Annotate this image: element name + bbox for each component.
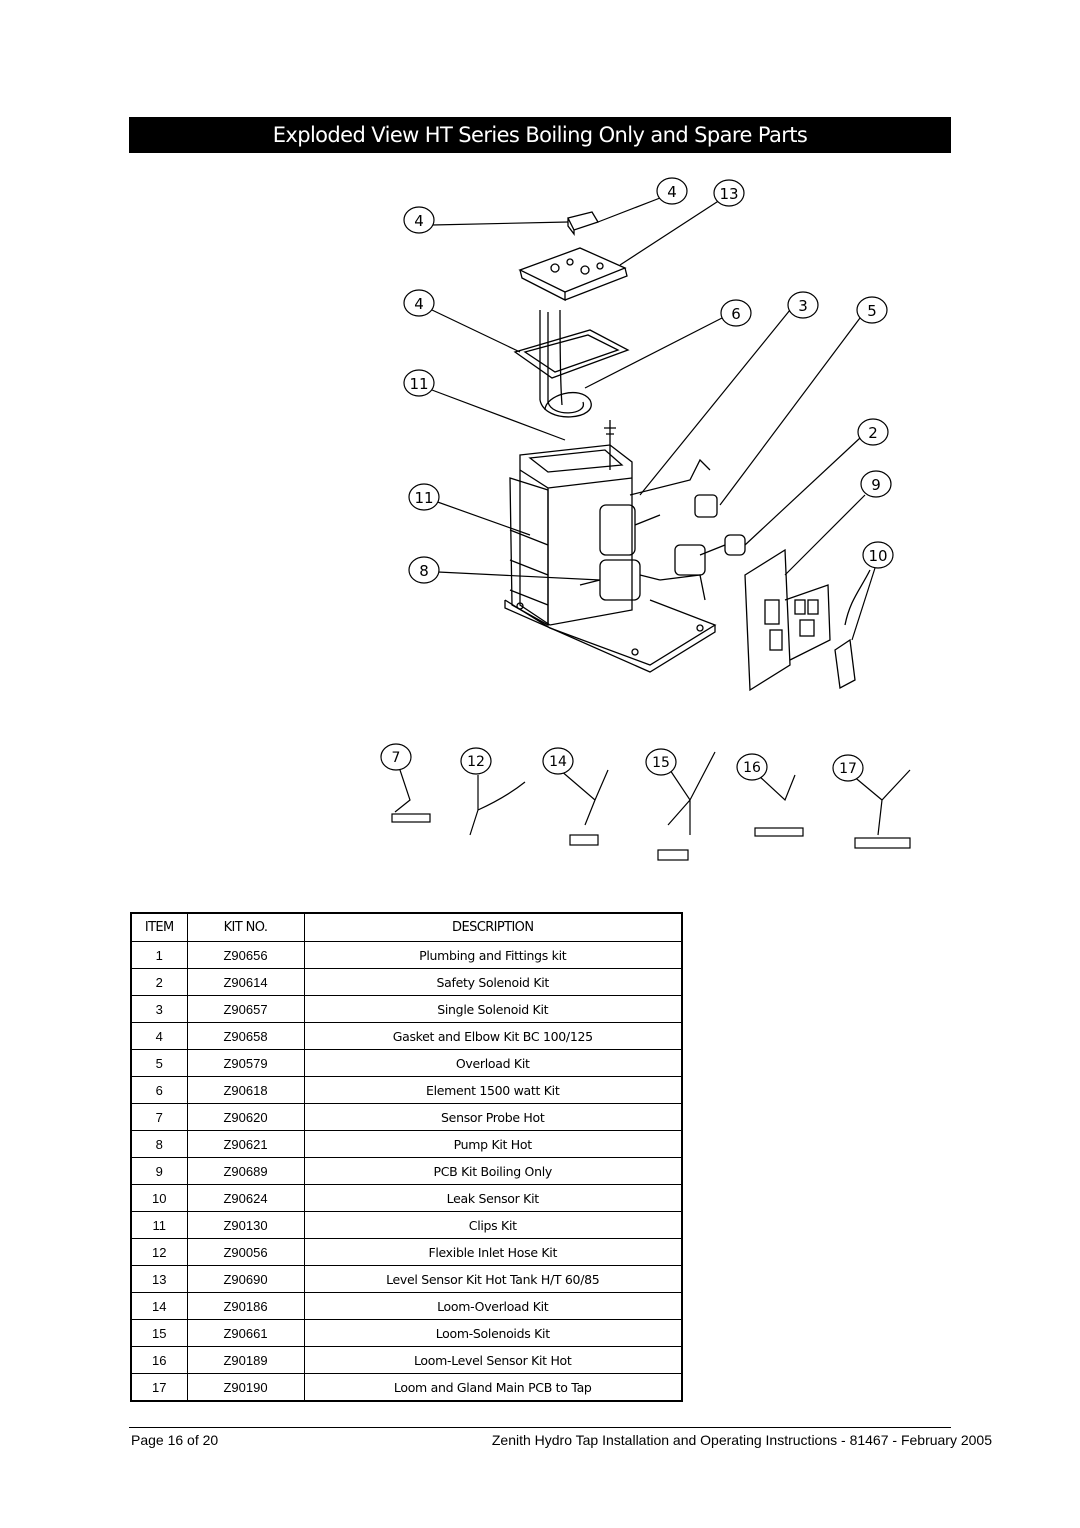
callout-12 bbox=[461, 748, 491, 774]
cell-item: 9 bbox=[131, 1158, 187, 1185]
table-row bbox=[131, 1320, 682, 1347]
cell-item: 16 bbox=[131, 1347, 187, 1374]
cell-item: 13 bbox=[131, 1266, 187, 1293]
table-row bbox=[131, 1131, 682, 1158]
cell-kit-no: Z90620 bbox=[187, 1104, 304, 1131]
cell-kit-no: Z90661 bbox=[187, 1320, 304, 1347]
table-row bbox=[131, 996, 682, 1023]
cell-kit-no: Z90657 bbox=[187, 996, 304, 1023]
cell-desc: Level Sensor Kit Hot Tank H/T 60/85 bbox=[304, 1266, 682, 1293]
svg-text:9: 9 bbox=[871, 476, 881, 494]
cell-desc: Pump Kit Hot bbox=[304, 1131, 682, 1158]
table-row bbox=[131, 1212, 682, 1239]
svg-text:5: 5 bbox=[867, 302, 877, 320]
cell-item: 6 bbox=[131, 1077, 187, 1104]
page-number: Page 16 of 20 bbox=[131, 1432, 219, 1448]
callout-3 bbox=[788, 292, 818, 318]
cell-desc: Plumbing and Fittings kit bbox=[304, 942, 682, 969]
cell-desc: Overload Kit bbox=[304, 1050, 682, 1077]
cell-kit-no: Z90621 bbox=[187, 1131, 304, 1158]
cell-desc: Element 1500 watt Kit bbox=[304, 1077, 682, 1104]
footer-divider bbox=[129, 1427, 951, 1428]
cell-kit-no: Z90689 bbox=[187, 1158, 304, 1185]
callout-16 bbox=[737, 754, 767, 780]
callout-10 bbox=[863, 542, 893, 568]
callout-11a bbox=[404, 370, 434, 396]
cell-item: 7 bbox=[131, 1104, 187, 1131]
svg-text:4: 4 bbox=[414, 212, 424, 230]
page-title: Exploded View HT Series Boiling Only and Spare Parts bbox=[129, 117, 951, 153]
callout-5 bbox=[857, 297, 887, 323]
table-row bbox=[131, 1374, 682, 1402]
table-row bbox=[131, 1077, 682, 1104]
table-row bbox=[131, 1104, 682, 1131]
callout-8 bbox=[409, 557, 439, 583]
table-row bbox=[131, 1023, 682, 1050]
cell-kit-no: Z90614 bbox=[187, 969, 304, 996]
callout-14 bbox=[543, 748, 573, 774]
header-item: ITEM bbox=[131, 913, 187, 942]
cell-kit-no: Z90186 bbox=[187, 1293, 304, 1320]
cell-desc: Leak Sensor Kit bbox=[304, 1185, 682, 1212]
svg-text:4: 4 bbox=[414, 295, 424, 313]
table-row bbox=[131, 1158, 682, 1185]
table-row bbox=[131, 1050, 682, 1077]
header-description: DESCRIPTION bbox=[304, 913, 682, 942]
spare-parts-table bbox=[130, 912, 683, 1402]
cell-desc: Single Solenoid Kit bbox=[304, 996, 682, 1023]
cell-item: 12 bbox=[131, 1239, 187, 1266]
callout-4b bbox=[657, 178, 687, 204]
callout-4c bbox=[404, 290, 434, 316]
cell-kit-no: Z90190 bbox=[187, 1374, 304, 1402]
callout-7 bbox=[381, 744, 411, 770]
svg-text:10: 10 bbox=[868, 547, 888, 565]
cell-kit-no: Z90056 bbox=[187, 1239, 304, 1266]
cell-desc: Loom and Gland Main PCB to Tap bbox=[304, 1374, 682, 1402]
cell-desc: Sensor Probe Hot bbox=[304, 1104, 682, 1131]
table-row bbox=[131, 1293, 682, 1320]
cell-desc: Loom-Overload Kit bbox=[304, 1293, 682, 1320]
callout-6 bbox=[721, 300, 751, 326]
table-row bbox=[131, 942, 682, 969]
cell-item: 17 bbox=[131, 1374, 187, 1402]
document-footer: Zenith Hydro Tap Installation and Operating Instructions - 81467 - February 2005 bbox=[491, 1432, 992, 1448]
callout-17 bbox=[833, 755, 863, 781]
table-row bbox=[131, 1347, 682, 1374]
cell-item: 11 bbox=[131, 1212, 187, 1239]
cell-kit-no: Z90130 bbox=[187, 1212, 304, 1239]
table-row bbox=[131, 1266, 682, 1293]
cell-item: 1 bbox=[131, 942, 187, 969]
svg-text:11: 11 bbox=[409, 375, 429, 393]
svg-text:6: 6 bbox=[731, 305, 741, 323]
callout-9 bbox=[861, 471, 891, 497]
header-kit-no: KIT NO. bbox=[187, 913, 304, 942]
callout-2 bbox=[858, 419, 888, 445]
cell-kit-no: Z90624 bbox=[187, 1185, 304, 1212]
cell-desc: Safety Solenoid Kit bbox=[304, 969, 682, 996]
cell-kit-no: Z90658 bbox=[187, 1023, 304, 1050]
svg-text:16: 16 bbox=[743, 760, 761, 776]
callout-15 bbox=[646, 749, 676, 775]
cell-kit-no: Z90690 bbox=[187, 1266, 304, 1293]
cell-kit-no: Z90579 bbox=[187, 1050, 304, 1077]
cell-desc: Clips Kit bbox=[304, 1212, 682, 1239]
cell-item: 5 bbox=[131, 1050, 187, 1077]
svg-text:3: 3 bbox=[798, 297, 808, 315]
table-header-row bbox=[131, 913, 682, 942]
svg-text:2: 2 bbox=[868, 424, 878, 442]
cell-item: 3 bbox=[131, 996, 187, 1023]
svg-text:17: 17 bbox=[839, 761, 857, 777]
table-row bbox=[131, 1239, 682, 1266]
cell-item: 8 bbox=[131, 1131, 187, 1158]
cell-desc: Loom-Level Sensor Kit Hot bbox=[304, 1347, 682, 1374]
svg-text:12: 12 bbox=[467, 754, 485, 770]
cell-item: 4 bbox=[131, 1023, 187, 1050]
cell-desc: Gasket and Elbow Kit BC 100/125 bbox=[304, 1023, 682, 1050]
cell-item: 10 bbox=[131, 1185, 187, 1212]
svg-text:11: 11 bbox=[414, 489, 434, 507]
svg-text:15: 15 bbox=[652, 755, 670, 771]
svg-text:14: 14 bbox=[549, 754, 567, 770]
cell-item: 15 bbox=[131, 1320, 187, 1347]
cell-item: 2 bbox=[131, 969, 187, 996]
cell-desc: Loom-Solenoids Kit bbox=[304, 1320, 682, 1347]
callout-13 bbox=[714, 180, 744, 206]
table-row bbox=[131, 969, 682, 996]
cell-desc: PCB Kit Boiling Only bbox=[304, 1158, 682, 1185]
cell-kit-no: Z90618 bbox=[187, 1077, 304, 1104]
cell-item: 14 bbox=[131, 1293, 187, 1320]
svg-text:8: 8 bbox=[419, 562, 429, 580]
callout-4a bbox=[404, 207, 434, 233]
svg-text:4: 4 bbox=[667, 183, 677, 201]
svg-text:7: 7 bbox=[391, 750, 401, 766]
callout-11b bbox=[409, 484, 439, 510]
svg-text:13: 13 bbox=[719, 185, 739, 203]
table-row bbox=[131, 1185, 682, 1212]
cell-kit-no: Z90189 bbox=[187, 1347, 304, 1374]
cell-desc: Flexible Inlet Hose Kit bbox=[304, 1239, 682, 1266]
cell-kit-no: Z90656 bbox=[187, 942, 304, 969]
